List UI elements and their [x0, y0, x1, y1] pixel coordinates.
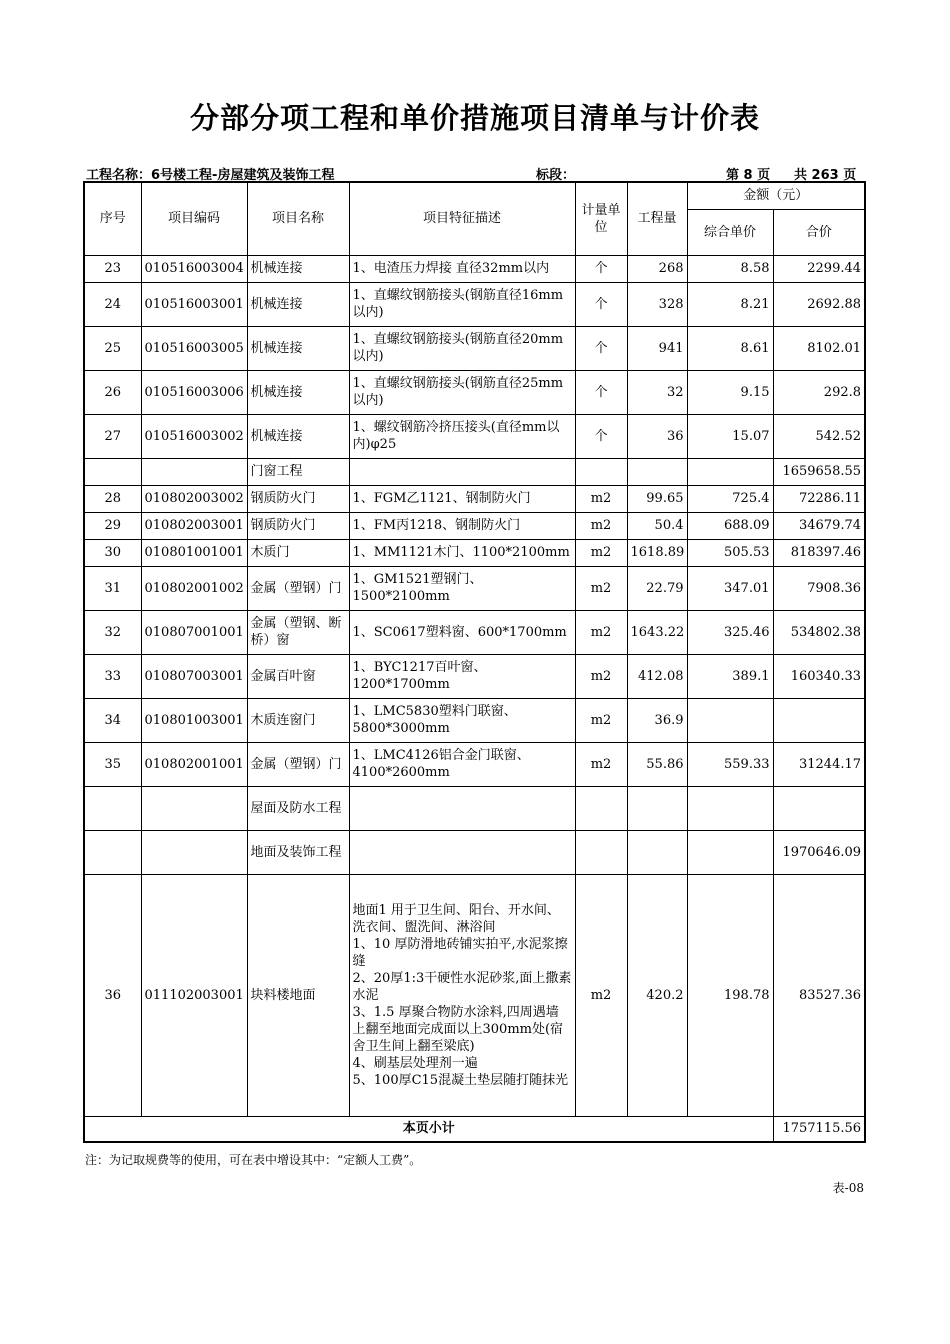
cell-name: 门窗工程	[247, 458, 349, 485]
cell-qty: 328	[627, 282, 687, 326]
cell-desc: 1、GM1521塑钢门、1500*2100mm	[349, 566, 575, 610]
page-title: 分部分项工程和单价措施项目清单与计价表	[189, 101, 760, 135]
cell-qty: 36	[627, 414, 687, 458]
cell-desc: 1、FM丙1218、钢制防火门	[349, 512, 575, 539]
cell-desc: 1、MM1121木门、1100*2100mm	[349, 539, 575, 566]
cell-code: 010802003002	[141, 485, 247, 512]
section-label: 标段：	[536, 168, 576, 183]
cell-desc: 1、螺纹钢筋冷挤压接头(直径mm以内)φ25	[349, 414, 575, 458]
cell-qty: 36.9	[627, 698, 687, 742]
cell-price: 8.21	[687, 282, 773, 326]
header-code: 项目编码	[141, 182, 247, 255]
cell-unit: 个	[575, 282, 627, 326]
table-row	[84, 539, 865, 566]
cell-unit	[575, 830, 627, 874]
cell-seq	[84, 786, 141, 830]
cell-qty: 99.65	[627, 485, 687, 512]
cell-total: 2299.44	[773, 255, 865, 282]
cell-price: 198.78	[687, 874, 773, 1116]
header-name: 项目名称	[247, 182, 349, 255]
table-row	[84, 485, 865, 512]
cell-qty	[627, 830, 687, 874]
cell-name: 金属（塑钢）门	[247, 566, 349, 610]
cell-seq: 24	[84, 282, 141, 326]
table-meta	[84, 164, 864, 182]
cell-name: 屋面及防水工程	[247, 786, 349, 830]
cell-seq: 27	[84, 414, 141, 458]
cell-name: 钢质防火门	[247, 512, 349, 539]
cell-code: 010516003001	[141, 282, 247, 326]
footnote: 注：为记取规费等的使用，可在表中增设其中：“定额人工费”。	[85, 1153, 422, 1167]
cell-name: 金属（塑钢、断桥）窗	[247, 610, 349, 654]
cell-total: 34679.74	[773, 512, 865, 539]
cell-qty: 55.86	[627, 742, 687, 786]
cell-desc	[349, 830, 575, 874]
cell-unit: m2	[575, 539, 627, 566]
project-name: 工程名称：6号楼工程-房屋建筑及装饰工程	[86, 168, 335, 183]
cell-desc: 1、LMC5830塑料门联窗、5800*3000mm	[349, 698, 575, 742]
cell-total: 8102.01	[773, 326, 865, 370]
cell-name: 块料楼地面	[247, 874, 349, 1116]
cell-desc: 1、直螺纹钢筋接头(钢筋直径16mm以内)	[349, 282, 575, 326]
cell-name: 地面及装饰工程	[247, 830, 349, 874]
cell-name: 机械连接	[247, 282, 349, 326]
table-row	[84, 255, 865, 282]
cell-total: 72286.11	[773, 485, 865, 512]
cell-total: 818397.46	[773, 539, 865, 566]
cell-total: 31244.17	[773, 742, 865, 786]
cell-code	[141, 786, 247, 830]
page-number: 第 8 页	[726, 168, 771, 183]
cell-total: 7908.36	[773, 566, 865, 610]
cell-unit	[575, 786, 627, 830]
cell-price: 559.33	[687, 742, 773, 786]
cell-price	[687, 786, 773, 830]
cell-qty: 1643.22	[627, 610, 687, 654]
cell-seq: 23	[84, 255, 141, 282]
header-qty: 工程量	[627, 182, 687, 255]
cell-price: 688.09	[687, 512, 773, 539]
cell-qty: 412.08	[627, 654, 687, 698]
cell-name: 钢质防火门	[247, 485, 349, 512]
cell-qty: 32	[627, 370, 687, 414]
cell-unit: m2	[575, 610, 627, 654]
cell-name: 木质门	[247, 539, 349, 566]
cell-total	[773, 786, 865, 830]
table-row	[84, 512, 865, 539]
header-amount: 金额（元）	[687, 182, 865, 209]
cell-price: 505.53	[687, 539, 773, 566]
pricing-table	[83, 181, 866, 1143]
cell-unit	[575, 458, 627, 485]
cell-total: 2692.88	[773, 282, 865, 326]
cell-code: 010801001001	[141, 539, 247, 566]
subtotal-label: 本页小计	[84, 1116, 773, 1142]
cell-name: 机械连接	[247, 414, 349, 458]
cell-price: 9.15	[687, 370, 773, 414]
cell-code: 011102003001	[141, 874, 247, 1116]
cell-seq: 36	[84, 874, 141, 1116]
cell-name: 金属（塑钢）门	[247, 742, 349, 786]
cell-unit: 个	[575, 326, 627, 370]
cell-price	[687, 698, 773, 742]
cell-desc: 1、LMC4126铝合金门联窗、4100*2600mm	[349, 742, 575, 786]
table-row	[84, 414, 865, 458]
table-row	[84, 610, 865, 654]
cell-price: 725.4	[687, 485, 773, 512]
cell-seq: 25	[84, 326, 141, 370]
cell-total: 292.8	[773, 370, 865, 414]
table-row	[84, 786, 865, 830]
cell-seq: 30	[84, 539, 141, 566]
cell-unit: 个	[575, 414, 627, 458]
cell-total	[773, 698, 865, 742]
cell-code: 010516003002	[141, 414, 247, 458]
cell-unit: m2	[575, 874, 627, 1116]
cell-qty: 941	[627, 326, 687, 370]
cell-total: 534802.38	[773, 610, 865, 654]
cell-desc	[349, 458, 575, 485]
cell-desc: 1、电渣压力焊接 直径32mm以内	[349, 255, 575, 282]
cell-name: 机械连接	[247, 370, 349, 414]
cell-total: 83527.36	[773, 874, 865, 1116]
cell-desc: 1、直螺纹钢筋接头(钢筋直径20mm以内)	[349, 326, 575, 370]
cell-seq: 34	[84, 698, 141, 742]
header-desc: 项目特征描述	[349, 182, 575, 255]
cell-name: 木质连窗门	[247, 698, 349, 742]
cell-code: 010807001001	[141, 610, 247, 654]
cell-unit: m2	[575, 698, 627, 742]
header-unit: 计量单位	[575, 182, 627, 255]
cell-code: 010802001001	[141, 742, 247, 786]
cell-desc: 1、FGM乙1121、钢制防火门	[349, 485, 575, 512]
cell-total: 542.52	[773, 414, 865, 458]
page-total: 共 263 页	[794, 168, 857, 183]
cell-qty	[627, 458, 687, 485]
cell-unit: m2	[575, 566, 627, 610]
cell-total: 1970646.09	[773, 830, 865, 874]
table-row	[84, 742, 865, 786]
table-row	[84, 282, 865, 326]
cell-name: 机械连接	[247, 326, 349, 370]
cell-qty: 420.2	[627, 874, 687, 1116]
cell-desc: 1、SC0617塑料窗、600*1700mm	[349, 610, 575, 654]
cell-name: 机械连接	[247, 255, 349, 282]
cell-code: 010802001002	[141, 566, 247, 610]
table-row	[84, 830, 865, 874]
cell-code: 010801003001	[141, 698, 247, 742]
cell-qty: 22.79	[627, 566, 687, 610]
cell-price: 8.61	[687, 326, 773, 370]
cell-price: 15.07	[687, 414, 773, 458]
cell-price: 8.58	[687, 255, 773, 282]
table-row	[84, 458, 865, 485]
form-code: 表-08	[832, 1181, 864, 1195]
cell-seq: 28	[84, 485, 141, 512]
table-row	[84, 874, 865, 1116]
cell-price: 325.46	[687, 610, 773, 654]
header-seq: 序号	[84, 182, 141, 255]
cell-seq: 26	[84, 370, 141, 414]
cell-unit: m2	[575, 742, 627, 786]
cell-unit: m2	[575, 512, 627, 539]
cell-unit: m2	[575, 485, 627, 512]
table-row	[84, 654, 865, 698]
cell-code: 010516003004	[141, 255, 247, 282]
table-row	[84, 566, 865, 610]
cell-qty: 268	[627, 255, 687, 282]
cell-qty	[627, 786, 687, 830]
cell-seq: 33	[84, 654, 141, 698]
table-row	[84, 698, 865, 742]
cell-seq	[84, 830, 141, 874]
cell-price: 389.1	[687, 654, 773, 698]
cell-desc: 1、BYC1217百叶窗、1200*1700mm	[349, 654, 575, 698]
cell-seq: 32	[84, 610, 141, 654]
cell-total: 1659658.55	[773, 458, 865, 485]
cell-code	[141, 458, 247, 485]
cell-qty: 1618.89	[627, 539, 687, 566]
cell-desc: 1、直螺纹钢筋接头(钢筋直径25mm以内)	[349, 370, 575, 414]
cell-code: 010516003005	[141, 326, 247, 370]
cell-unit: m2	[575, 654, 627, 698]
cell-price	[687, 830, 773, 874]
cell-seq: 31	[84, 566, 141, 610]
cell-desc: 地面1 用于卫生间、阳台、开水间、洗衣间、盥洗间、淋浴间 1、10 厚防滑地砖铺实拍平,水泥浆擦缝 2、20厚1:3干硬性水泥砂浆,面上撒素水泥 3、1.5 厚聚合物防水涂料,四周遇墙上翻至地面完成面以上300mm处(宿舍卫生间上翻至梁底) 4、刷基层处理剂一遍 5、100厚C15混凝土垫层随打随抹光	[349, 874, 575, 1116]
cell-seq: 35	[84, 742, 141, 786]
cell-code: 010802003001	[141, 512, 247, 539]
cell-qty: 50.4	[627, 512, 687, 539]
table-row	[84, 370, 865, 414]
cell-seq	[84, 458, 141, 485]
table-row	[84, 326, 865, 370]
cell-unit: 个	[575, 370, 627, 414]
cell-name: 金属百叶窗	[247, 654, 349, 698]
cell-desc	[349, 786, 575, 830]
cell-code	[141, 830, 247, 874]
cell-total: 160340.33	[773, 654, 865, 698]
cell-code: 010516003006	[141, 370, 247, 414]
header-total: 合价	[773, 209, 865, 255]
header-unit-price: 综合单价	[687, 209, 773, 255]
cell-unit: 个	[575, 255, 627, 282]
subtotal-total: 1757115.56	[773, 1116, 865, 1142]
cell-price: 347.01	[687, 566, 773, 610]
cell-seq: 29	[84, 512, 141, 539]
cell-code: 010807003001	[141, 654, 247, 698]
cell-price	[687, 458, 773, 485]
